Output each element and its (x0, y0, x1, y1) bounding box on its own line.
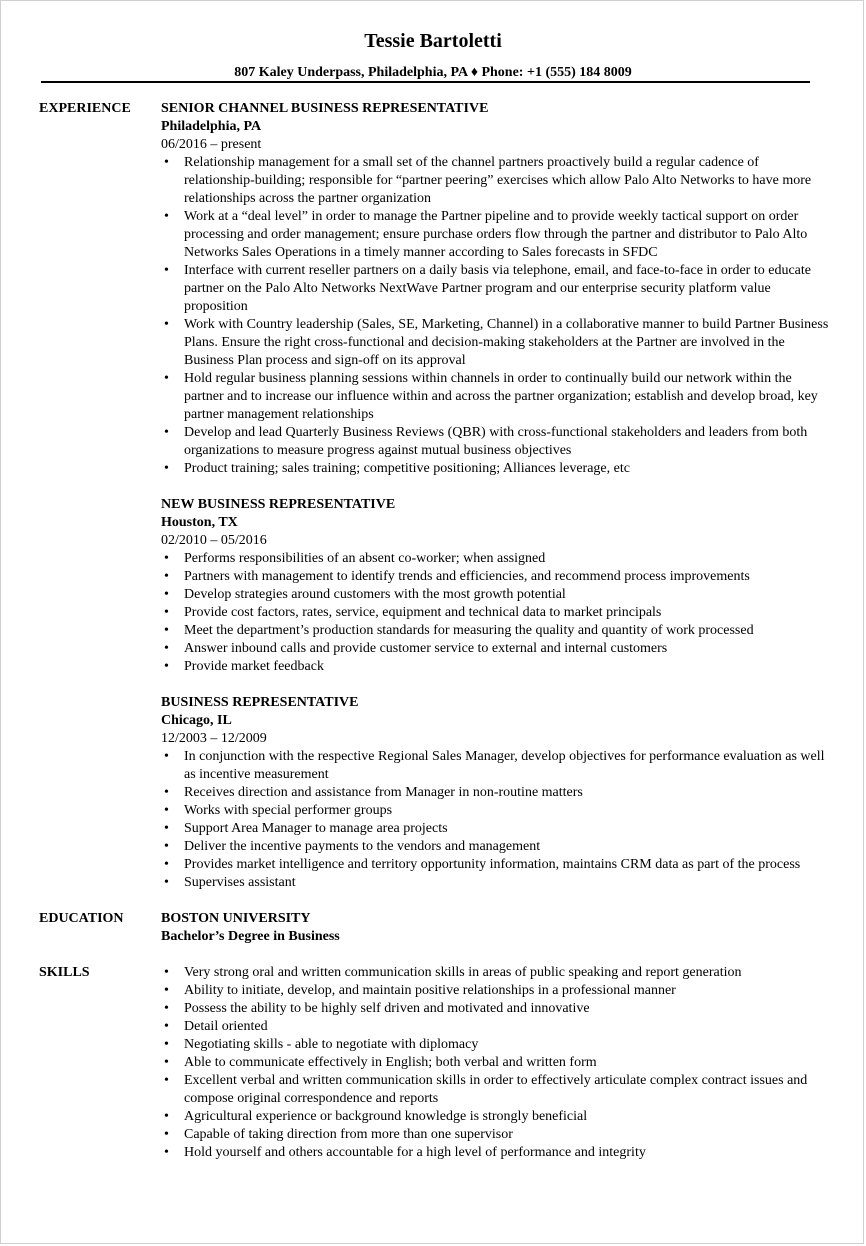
duty-item: • Provide market feedback (161, 658, 829, 676)
duty-item: • Work with Country leadership (Sales, SE, Marketing, Channel) in a collaborative manner to build Partner Business Plans. Ensure the right cross-functional and decision-making stakeholders at the Partner are involved in the Business Plan process and sign-off on its approval (161, 316, 829, 370)
duty-item: • Supervises assistant (161, 874, 829, 892)
skill-item: • Negotiating skills - able to negotiate with diplomacy (161, 1036, 829, 1054)
education-label: EDUCATION (39, 911, 124, 926)
job-dates: 02/2010 – 05/2016 (161, 533, 267, 548)
job-title: BUSINESS REPRESENTATIVE (161, 695, 359, 710)
skill-item: • Possess the ability to be highly self driven and motivated and innovative (161, 1000, 829, 1018)
education-body (161, 910, 829, 946)
job-entry (161, 694, 829, 892)
duty-item: • Product training; sales training; competitive positioning; Alliances leverage, etc (161, 460, 829, 478)
duty-item: • Work at a “deal level” in order to manage the Partner pipeline and to provide weekly tactical support on order processing and order management; ensure purchase orders flow through the partner and distributor to Palo Alto Networks Sales Operations in a timely manner according to Sales forecasts in SFDC (161, 208, 829, 262)
experience-body (161, 100, 829, 892)
skills-label: SKILLS (39, 965, 90, 980)
job-entry (161, 496, 829, 676)
job-dates: 12/2003 – 12/2009 (161, 731, 267, 746)
skill-item: • Hold yourself and others accountable for a high level of performance and integrity (161, 1144, 829, 1162)
duty-item: • Interface with current reseller partners on a daily basis via telephone, email, and face-to-face in order to educate partner on the Palo Alto Networks NextWave Partner program and our enterprise security platform value proposition (161, 262, 829, 316)
school-name: BOSTON UNIVERSITY (161, 911, 311, 926)
duty-item: • Meet the department’s production standards for measuring the quality and quantity of work processed (161, 622, 829, 640)
skills-body (161, 964, 829, 1162)
duty-item: • In conjunction with the respective Regional Sales Manager, develop objectives for performance evaluation as well as incentive measurement (161, 748, 829, 784)
header-divider (41, 81, 810, 83)
job-title: NEW BUSINESS REPRESENTATIVE (161, 497, 396, 512)
duty-item: • Works with special performer groups (161, 802, 829, 820)
experience-label: EXPERIENCE (39, 101, 131, 116)
duty-item: • Provides market intelligence and territory opportunity information, maintains CRM data as part of the process (161, 856, 829, 874)
duty-item: • Support Area Manager to manage area projects (161, 820, 829, 838)
skill-item: • Detail oriented (161, 1018, 829, 1036)
duty-item: • Deliver the incentive payments to the vendors and management (161, 838, 829, 856)
duty-item: • Receives direction and assistance from Manager in non-routine matters (161, 784, 829, 802)
job-entry (161, 100, 829, 478)
job-duties (161, 154, 829, 478)
skills-section (39, 964, 829, 1162)
degree: Bachelor’s Degree in Business (161, 929, 340, 944)
duty-item: • Performs responsibilities of an absent co-worker; when assigned (161, 550, 829, 568)
duty-item: • Relationship management for a small set of the channel partners proactively build a regular cadence of relationship-building; responsible for “partner peering” exercises which allow Palo Alto Networks to have more relationships across the partner organization (161, 154, 829, 208)
duty-item: • Answer inbound calls and provide customer service to external and internal customers (161, 640, 829, 658)
skill-item: • Agricultural experience or background knowledge is strongly beneficial (161, 1108, 829, 1126)
duty-item: • Hold regular business planning sessions within channels in order to continually build our network within the partner and to increase our influence within and across the partner organization; establish and develop broad, key partner management relationships (161, 370, 829, 424)
job-title: SENIOR CHANNEL BUSINESS REPRESENTATIVE (161, 101, 489, 116)
skill-item: • Excellent verbal and written communication skills in order to effectively articulate complex contract issues and compose original correspondence and reports (161, 1072, 829, 1108)
resume-header (1, 29, 865, 81)
skills-list (161, 964, 829, 1162)
education-section (39, 910, 829, 946)
skill-item: • Ability to initiate, develop, and maintain positive relationships in a professional manner (161, 982, 829, 1000)
candidate-name: Tessie Bartoletti (364, 30, 502, 52)
resume-content (39, 100, 829, 1162)
experience-section (39, 100, 829, 892)
job-dates: 06/2016 – present (161, 137, 262, 152)
duty-item: • Provide cost factors, rates, service, equipment and technical data to market principals (161, 604, 829, 622)
contact-line: 807 Kaley Underpass, Philadelphia, PA ♦ Phone: +1 (555) 184 8009 (234, 65, 632, 80)
job-duties (161, 748, 829, 892)
duty-item: • Develop and lead Quarterly Business Reviews (QBR) with cross-functional stakeholders and leaders from both organizations to measure progress against mutual business objectives (161, 424, 829, 460)
skill-item: • Capable of taking direction from more than one supervisor (161, 1126, 829, 1144)
job-location: Philadelphia, PA (161, 119, 262, 134)
job-location: Houston, TX (161, 515, 238, 530)
skill-item: • Able to communicate effectively in English; both verbal and written form (161, 1054, 829, 1072)
job-duties (161, 550, 829, 676)
job-location: Chicago, IL (161, 713, 232, 728)
skill-item: • Very strong oral and written communication skills in areas of public speaking and report generation (161, 964, 829, 982)
duty-item: • Develop strategies around customers with the most growth potential (161, 586, 829, 604)
duty-item: • Partners with management to identify trends and efficiencies, and recommend process improvements (161, 568, 829, 586)
